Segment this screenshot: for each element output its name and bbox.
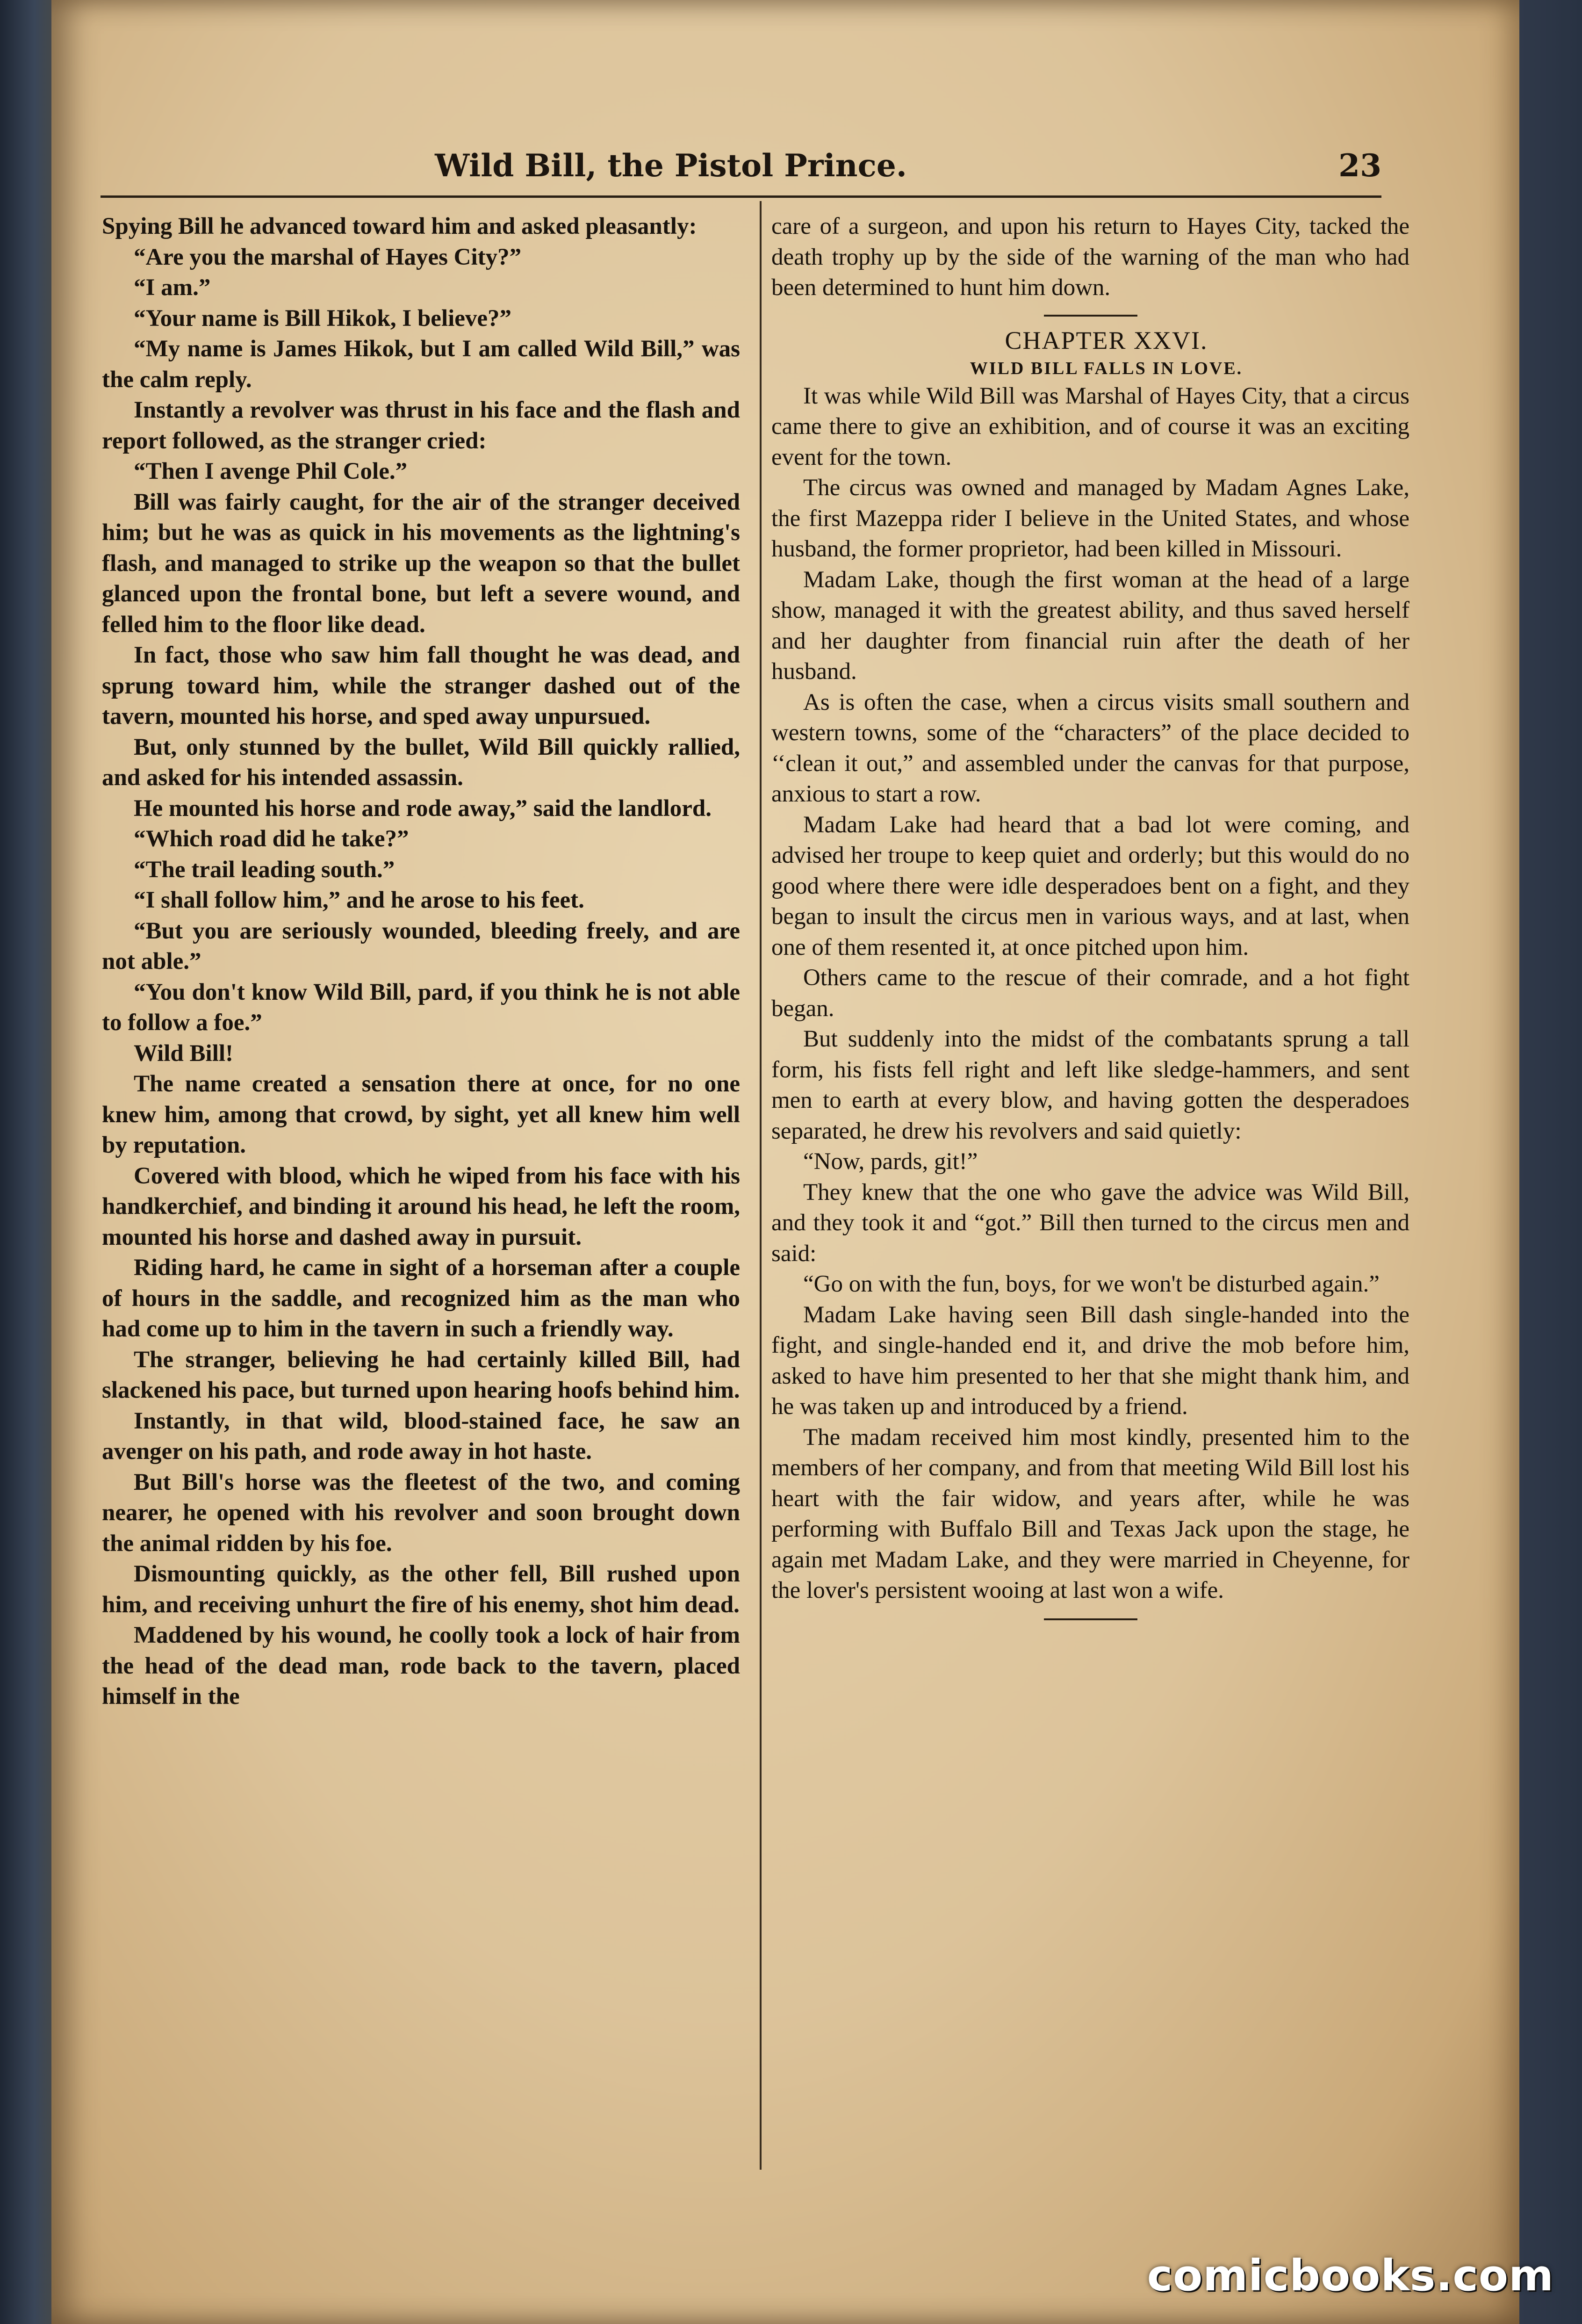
paragraph: “Go on with the fun, boys, for we won't be disturbed again.” <box>803 1271 1380 1297</box>
right-column <box>771 211 1409 1620</box>
paragraph: Instantly a revolver was thrust in his face and the flash and report followed, as the stranger cried: <box>102 397 740 454</box>
paragraph: “Your name is Bill Hikok, I believe?” <box>134 305 512 332</box>
page-edge-background <box>1519 0 1582 2324</box>
paragraph: Riding hard, he came in sight of a horseman after a couple of hours in the saddle, and recognized him as the man who had come up to him in the tavern in such a friendly way. <box>102 1255 740 1342</box>
paragraph: Madam Lake had heard that a bad lot were coming, and advised her troupe to keep quiet and orderly; but this would do no good where there were idle desperadoes bent on a fight, and they began to insult the circus men in various ways, and at last, when one of them resented it, at once pitched upon him. <box>771 811 1409 960</box>
paragraph: “Then I avenge Phil Cole.” <box>134 458 408 484</box>
paragraph: Spying Bill he advanced toward him and asked pleasantly: <box>102 213 697 239</box>
chapter-subtitle: WILD BILL FALLS IN LOVE. <box>970 358 1243 378</box>
page-number: 23 <box>1338 147 1381 184</box>
paragraph: Bill was fairly caught, for the air of the stranger deceived him; but he was as quick in his movements as the lightning's flash, and managed to strike up the weapon so that the bullet glanced upon the frontal bone, but left a severe wound, and felled him to the floor like dead. <box>102 489 740 638</box>
end-rule <box>1044 1618 1137 1620</box>
paragraph: “Now, pards, git!” <box>803 1148 978 1175</box>
paragraph: “Which road did he take?” <box>134 826 409 852</box>
paragraph: Dismounting quickly, as the other fell, Bill rushed upon him, and receiving unhurt the fire of his enemy, shot him dead. <box>102 1561 740 1618</box>
paragraph: As is often the case, when a circus visits small southern and western towns, some of the “characters” of the place decided to ‘‘clean it out,” and assembled under the canvas for that purpose, anxious to start a row. <box>771 689 1409 807</box>
paragraph: The circus was owned and managed by Madam Agnes Lake, the first Mazeppa rider I believe in the United States, and whose husband, the former proprietor, had been killed in Missouri. <box>771 475 1409 562</box>
column-divider <box>760 201 762 2170</box>
paragraph: But suddenly into the midst of the combatants sprung a tall form, his fists fell right and left like sledge-hammers, and sent men to earth at every blow, and having gotten the desperadoes separated, he drew his revolvers and said quietly: <box>771 1026 1409 1144</box>
paragraph: “I am.” <box>134 274 211 301</box>
paragraph: Madam Lake, though the first woman at the head of a large show, managed it with the greatest ability, and thus saved herself and her daughter from financial ruin after the death of her husband. <box>771 566 1409 685</box>
paragraph: “I shall follow him,” and he arose to his feet. <box>134 887 584 913</box>
paragraph: The madam received him most kindly, presented him to the members of her company, and from that meeting Wild Bill lost his heart with the fair widow, and years after, while he was performing with Buffalo Bill and Texas Jack upon the stage, he again met Madam Lake, and they were married in Cheyenne, for the lover's persistent wooing at last won a wife. <box>771 1424 1409 1603</box>
paragraph: “But you are seriously wounded, bleeding freely, and are not able.” <box>102 917 740 974</box>
chapter-rule <box>1044 315 1137 317</box>
paragraph: “My name is James Hikok, but I am called Wild Bill,” was the calm reply. <box>102 336 740 393</box>
paragraph: It was while Wild Bill was Marshal of Hayes City, that a circus came there to give an exhibition, and of course it was an exciting event for the town. <box>771 383 1409 470</box>
paragraph: “Are you the marshal of Hayes City?” <box>134 244 522 270</box>
paragraph: He mounted his horse and rode away,” said the landlord. <box>134 795 712 822</box>
chapter-title: CHAPTER XXVI. <box>1005 326 1208 354</box>
paragraph: In fact, those who saw him fall thought he was dead, and sprung toward him, while the stranger dashed out of the tavern, mounted his horse, and sped away unpursued. <box>102 642 740 729</box>
paragraph: The stranger, believing he had certainly killed Bill, had slackened his pace, but turned upon hearing hoofs behind him. <box>102 1346 740 1403</box>
running-title: Wild Bill, the Pistol Prince. <box>435 147 907 184</box>
paragraph-continuation: care of a surgeon, and upon his return to Hayes City, tacked the death trophy up by the side of the warning of the man who had been determined to hunt him down. <box>771 213 1409 301</box>
paragraph: “You don't know Wild Bill, pard, if you think he is not able to follow a foe.” <box>102 979 740 1036</box>
paragraph: Madam Lake having seen Bill dash single-handed into the fight, and single-handed end it, and drive the mob before him, asked to have him presented to her that she might thank him, and he was taken up and introduced by a friend. <box>771 1301 1409 1420</box>
paragraph: Instantly, in that wild, blood-stained face, he saw an avenger on his path, and rode away in hot haste. <box>102 1407 740 1465</box>
paragraph: The name created a sensation there at once, for no one knew him, among that crowd, by sight, yet all knew him well by reputation. <box>102 1071 740 1158</box>
paragraph: Maddened by his wound, he coolly took a lock of hair from the head of the dead man, rode back to the tavern, placed himself in the <box>102 1622 740 1710</box>
paragraph: “The trail leading south.” <box>134 856 395 883</box>
header-rule <box>101 195 1381 198</box>
paragraph: They knew that the one who gave the advice was Wild Bill, and they took it and “got.” Bill then turned to the circus men and said: <box>771 1179 1409 1267</box>
paragraph: But, only stunned by the bullet, Wild Bill quickly rallied, and asked for his intended assassin. <box>102 734 740 791</box>
paragraph: Covered with blood, which he wiped from his face with his handkerchief, and binding it around his head, he left the room, mounted his horse and dashed away in pursuit. <box>102 1162 740 1250</box>
paragraph: Others came to the rescue of their comrade, and a hot fight began. <box>771 965 1409 1022</box>
site-watermark: comicbooks.com <box>1147 2251 1554 2301</box>
page-header <box>101 143 1381 199</box>
paragraph: Wild Bill! <box>134 1040 234 1067</box>
left-column <box>102 211 740 1712</box>
paragraph: But Bill's horse was the fleetest of the two, and coming nearer, he opened with his revolver and soon brought down the animal ridden by his foe. <box>102 1469 740 1557</box>
